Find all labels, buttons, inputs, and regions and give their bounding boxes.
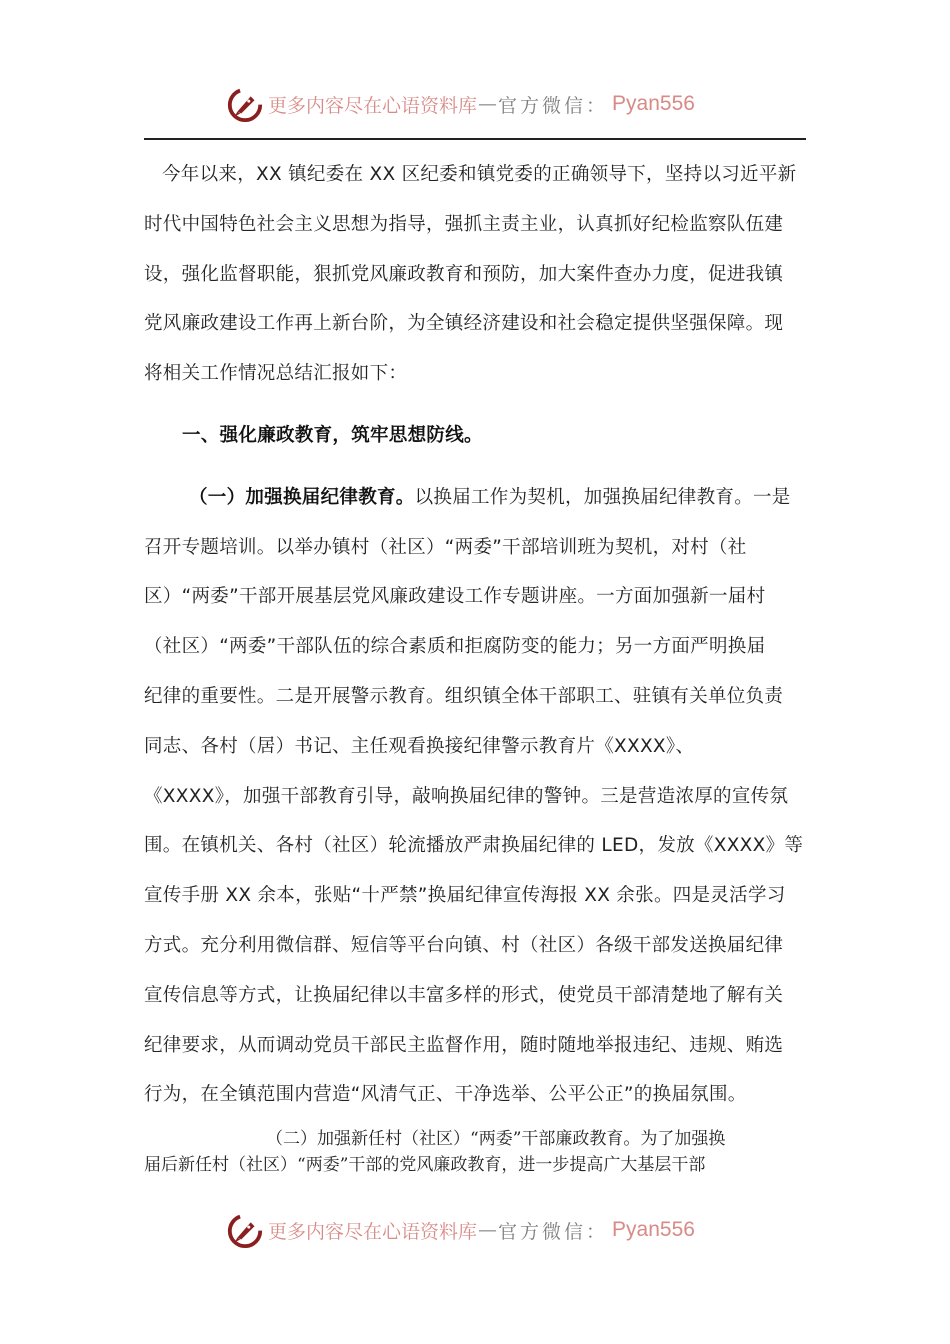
body-line: 同志、各村（居）书记、主任观看换接纪律警示教育片《XXXX》、 <box>144 735 695 757</box>
body-line: 宣传手册 XX 余本，张贴“十严禁”换届纪律宣传海报 XX 余张。四是灵活学习 <box>144 885 786 907</box>
banner-text-secondary: 官方微信： <box>498 1220 609 1243</box>
banner-dash: — <box>478 93 498 115</box>
body-line: （社区）“两委”干部队伍的综合素质和拒腐防变的能力；另一方面严明换届 <box>144 636 766 658</box>
section-heading: 一、强化廉政教育，筑牢思想防线。 <box>182 424 483 446</box>
pen-nib-logo-icon <box>226 1211 264 1249</box>
intro-line: 设，强化监督职能，狠抓党风廉政教育和预防，加大案件查办力度，促进我镇 <box>144 263 784 285</box>
body-line: 纪律要求，从而调动党员干部民主监督作用，随时随地举报违纪、违规、贿选 <box>144 1034 784 1056</box>
subsection-two <box>144 1126 806 1178</box>
intro-line: 将相关工作情况总结汇报如下： <box>144 363 408 385</box>
header-banner <box>226 84 695 124</box>
body-line: 行为，在全镇范围内营造“风清气正、干净选举、公平公正”的换届氛围。 <box>144 1084 747 1106</box>
intro-line: 时代中国特色社会主义思想为指导，强抓主责主业，认真抓好纪检监察队伍建 <box>144 213 784 235</box>
header-divider <box>144 138 806 140</box>
subsection-title: （一）加强换届纪律教育。 <box>189 486 415 508</box>
banner-text-primary: 更多内容尽在心语资料库 <box>268 94 478 117</box>
document-body <box>144 150 806 1120</box>
subsection-first-line <box>144 473 806 523</box>
intro-line: 今年以来，XX 镇纪委在 XX 区纪委和镇党委的正确领导下，坚持以习近平新 <box>162 164 797 185</box>
intro-line: 党风廉政建设工作再上新台阶，为全镇经济建设和社会稳定提供坚强保障。现 <box>144 313 784 335</box>
body-line: 《XXXX》，加强干部教育引导，敲响换届纪律的警钟。三是营造浓厚的宣传氛 <box>144 785 789 807</box>
body-line: 围。在镇机关、各村（社区）轮流播放严肃换届纪律的 LED，发放《XXXX》等 <box>144 835 804 857</box>
banner-wechat-id: Pyan556 <box>612 1218 695 1241</box>
body-line: 届后新任村（社区）“两委”干部的党风廉政教育，进一步提高广大基层干部 <box>144 1155 706 1175</box>
banner-dash: — <box>478 1219 498 1241</box>
banner-text-secondary: 官方微信： <box>498 94 609 117</box>
body-line: 方式。充分利用微信群、短信等平台向镇、村（社区）各级干部发送换届纪律 <box>144 934 784 956</box>
body-line: 区）“两委”干部开展基层党风廉政建设工作专题讲座。一方面加强新一届村 <box>144 586 766 608</box>
body-line: 宣传信息等方式，让换届纪律以丰富多样的形式，使党员干部清楚地了解有关 <box>144 984 784 1006</box>
subsection-text: 以换届工作为契机，加强换届纪律教育。一是 <box>414 486 791 508</box>
banner-text-primary: 更多内容尽在心语资料库 <box>268 1220 478 1243</box>
footer-banner <box>226 1210 695 1250</box>
body-line: 纪律的重要性。二是开展警示教育。组织镇全体干部职工、驻镇有关单位负责 <box>144 685 784 707</box>
banner-wechat-id: Pyan556 <box>612 92 695 115</box>
pen-nib-logo-icon <box>226 85 264 123</box>
body-line: （二）加强新任村（社区）“两委”干部廉政教育。为了加强换 <box>266 1129 726 1149</box>
body-line: 召开专题培训。以举办镇村（社区）“两委”干部培训班为契机，对村（社 <box>144 536 747 558</box>
